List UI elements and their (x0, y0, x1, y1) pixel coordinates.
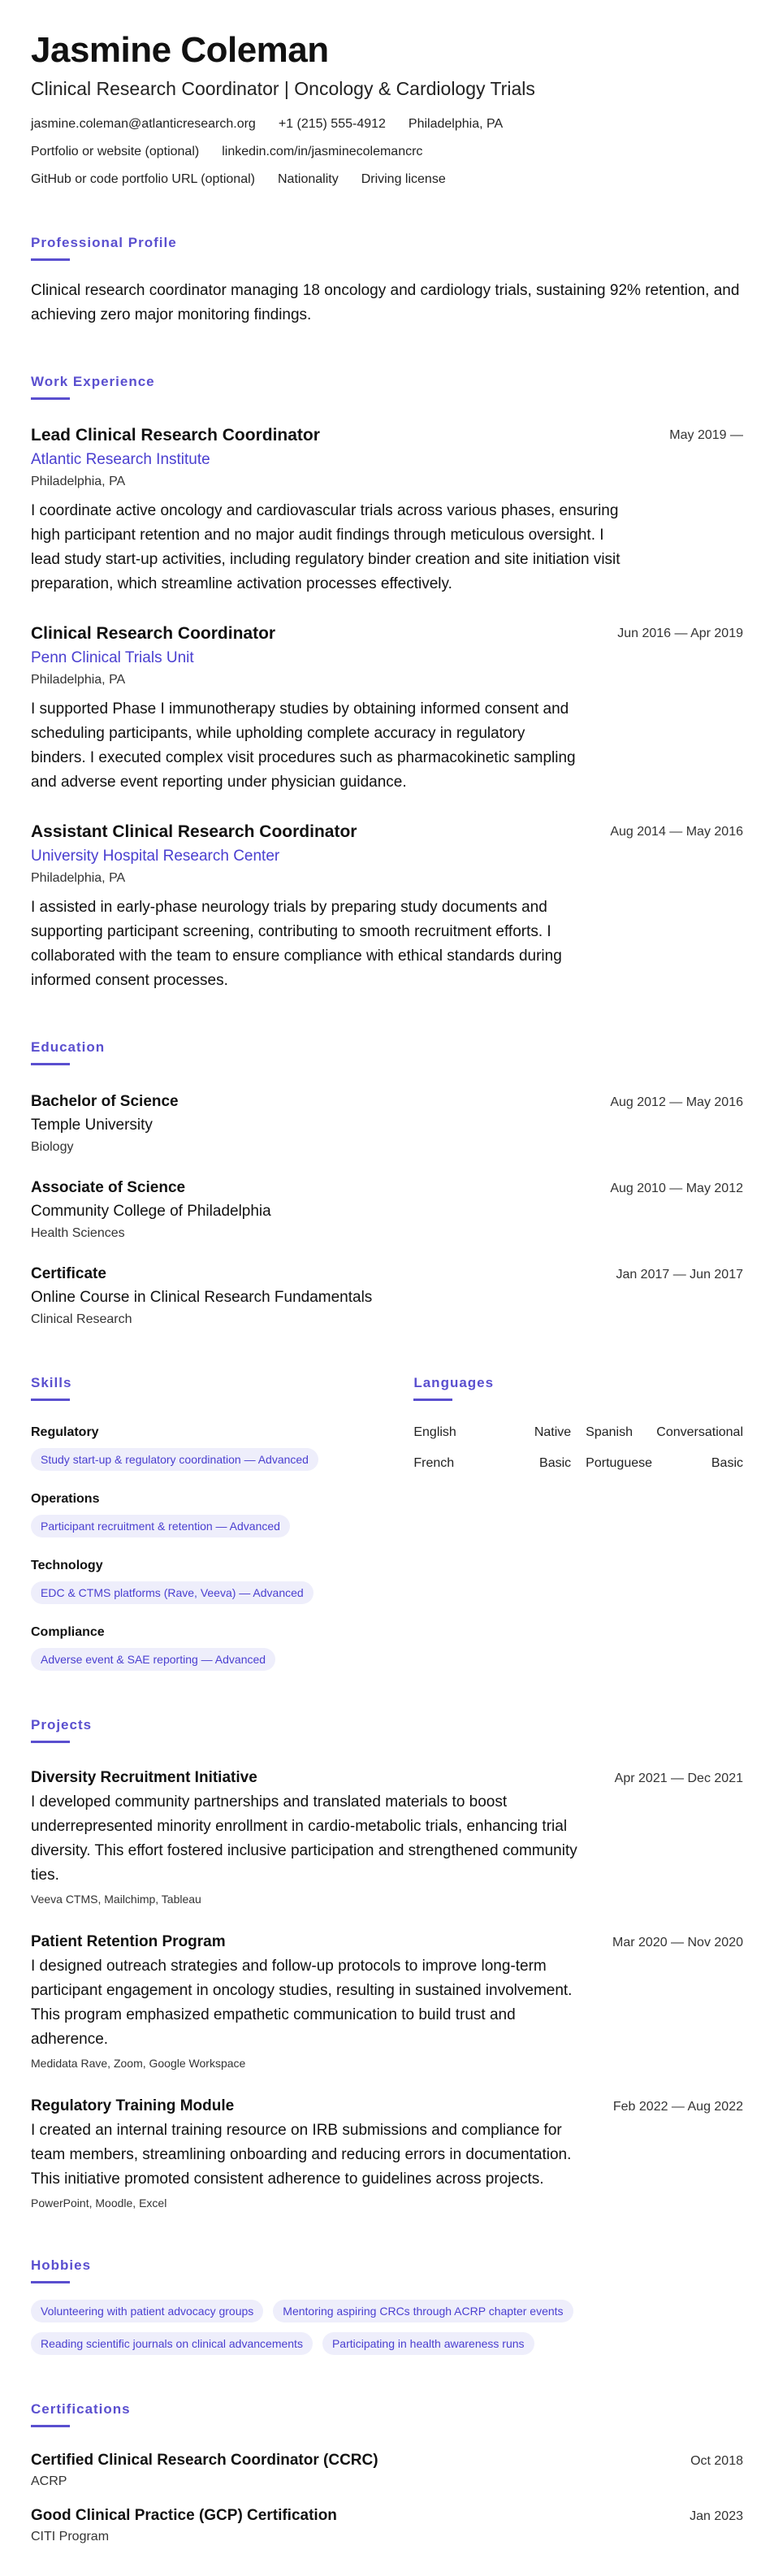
job-location: Philadelphia, PA (31, 475, 126, 488)
section-divider (31, 1063, 70, 1065)
job-organization: University Hospital Research Center (31, 848, 280, 865)
project-dates: Feb 2022 — Aug 2022 (612, 2100, 743, 2114)
skills-section (31, 1374, 348, 1671)
project-entry (31, 2096, 743, 2211)
job-organization: Atlantic Research Institute (31, 451, 210, 468)
skill-group (31, 1424, 348, 1471)
github-link[interactable]: GitHub or code portfolio URL (optional) (31, 172, 255, 186)
language-name: French (413, 1456, 455, 1470)
linkedin-link[interactable]: linkedin.com/in/jasminecolemancrc (222, 145, 423, 158)
language-level: Basic (711, 1456, 743, 1470)
job-entry (31, 622, 743, 795)
skill-tag: EDC & CTMS platforms (Rave, Veeva) — Advanced (31, 1581, 313, 1604)
education-field: Health Sciences (31, 1226, 125, 1240)
education-entry (31, 1177, 743, 1242)
job-dates: Aug 2014 — May 2016 (610, 825, 743, 839)
education-school: Online Course in Clinical Research Fundamentals (31, 1289, 373, 1306)
skill-tag: Study start-up & regulatory coordination — Advanced (31, 1448, 318, 1471)
hobby-list (31, 2300, 729, 2355)
job-title: Clinical Research Coordinator (31, 624, 276, 643)
language-item (586, 1424, 743, 1442)
certification-entry (31, 2505, 743, 2546)
education-degree: Associate of Science (31, 1179, 186, 1196)
section-divider (31, 397, 70, 400)
education-section (31, 1039, 743, 1329)
project-title: Patient Retention Program (31, 1933, 226, 1950)
project-description: I designed outreach strategies and follow-up protocols to improve long-term participant engagement in oncology studies, resulting in sustained involvement. This program emphasized empathetic communication to build trust and adherence. (31, 1958, 573, 2048)
certification-entry (31, 2450, 743, 2491)
section-title: Skills (31, 1375, 72, 1390)
job-description: I supported Phase I immunotherapy studies by obtaining informed consent and scheduling participants, while upholding complete accuracy in regulatory binders. I executed complex visit procedures such as pharmacokinetic sampling and adverse event reporting under physician guidance. (31, 700, 576, 791)
section-title: Education (31, 1039, 106, 1055)
email-link[interactable]: jasmine.coleman@atlanticresearch.org (31, 117, 256, 131)
language-name: Spanish (586, 1425, 633, 1439)
language-name: Portuguese (586, 1456, 653, 1470)
certifications-section (31, 2400, 743, 2546)
phone-number[interactable]: +1 (215) 555-4912 (278, 117, 386, 131)
section-divider (31, 1741, 70, 1743)
language-list (413, 1424, 743, 1472)
section-title: Languages (413, 1375, 495, 1390)
job-organization: Penn Clinical Trials Unit (31, 649, 194, 666)
section-divider (31, 2281, 70, 2283)
section-divider (31, 258, 70, 261)
languages-section (413, 1374, 743, 1671)
project-title: Diversity Recruitment Initiative (31, 1769, 257, 1786)
project-dates: Apr 2021 — Dec 2021 (614, 1772, 743, 1785)
section-title: Projects (31, 1717, 93, 1733)
education-degree: Certificate (31, 1265, 106, 1282)
section-divider (31, 2425, 70, 2427)
skill-tag: Participant recruitment & retention — Advanced (31, 1515, 290, 1537)
job-location: Philadelphia, PA (31, 871, 126, 885)
project-entry (31, 1767, 743, 1907)
job-entry (31, 424, 743, 596)
education-field: Clinical Research (31, 1312, 132, 1326)
language-name: English (413, 1425, 456, 1439)
skill-tag: Adverse event & SAE reporting — Advanced (31, 1648, 275, 1671)
skill-group (31, 1557, 348, 1604)
nationality-text: Nationality (277, 172, 339, 186)
project-tools: PowerPoint, Moodle, Excel (31, 2197, 167, 2210)
certification-date: Oct 2018 (690, 2454, 743, 2468)
candidate-headline: Clinical Research Coordinator | Oncology & Cardiology Trials (31, 78, 535, 99)
contact-row (31, 115, 743, 133)
work-section (31, 373, 743, 993)
section-title: Hobbies (31, 2257, 92, 2273)
job-location: Philadelphia, PA (31, 673, 126, 687)
section-divider (413, 1399, 452, 1401)
profile-summary: Clinical research coordinator managing 18 oncology and cardiology trials, sustaining 92% retention, and achieving zero major monitoring findings. (31, 282, 740, 323)
section-title: Professional Profile (31, 235, 177, 250)
license-text: Driving license (361, 172, 446, 186)
website-link[interactable]: Portfolio or website (optional) (31, 145, 200, 158)
project-description: I developed community partnerships and translated materials to boost underrepresented minority enrollment in cardio-metabolic trials, enhancing trial diversity. This effort fostered inclusive participation and strengthened community ties. (31, 1793, 577, 1884)
skill-category: Technology (31, 1559, 103, 1572)
certification-name: Certified Clinical Research Coordinator (CCRC) (31, 2452, 378, 2469)
project-entry (31, 1932, 743, 2071)
education-entry (31, 1091, 743, 1156)
hobby-tag: Participating in health awareness runs (322, 2332, 534, 2355)
education-dates: Aug 2012 — May 2016 (610, 1095, 743, 1109)
language-level: Basic (539, 1456, 572, 1470)
skill-group (31, 1624, 348, 1671)
project-title: Regulatory Training Module (31, 2097, 235, 2114)
project-description: I created an internal training resource on IRB submissions and compliance for team members, streamlining onboarding and reducing errors in documentation. This initiative promoted consistent adherence to guidelines across projects. (31, 2122, 572, 2188)
language-item (413, 1424, 571, 1442)
skill-category: Compliance (31, 1625, 105, 1639)
education-dates: Aug 2010 — May 2012 (610, 1182, 743, 1195)
section-title: Certifications (31, 2401, 131, 2417)
language-item (413, 1455, 571, 1472)
job-description: I coordinate active oncology and cardiovascular trials across various phases, ensuring high participant retention and no major audit findings through meticulous oversight. I lead study start-up activities, including regulatory binder creation and site initiation visit preparation, which streamline activation processes effectively. (31, 502, 620, 592)
hobby-tag: Mentoring aspiring CRCs through ACRP chapter events (273, 2300, 573, 2322)
skills-languages-row (31, 1374, 743, 1671)
profile-section (31, 234, 743, 327)
language-level: Native (534, 1425, 572, 1439)
projects-section (31, 1716, 743, 2211)
education-field: Biology (31, 1140, 74, 1154)
job-dates: Jun 2016 — Apr 2019 (617, 627, 743, 640)
certification-name: Good Clinical Practice (GCP) Certification (31, 2507, 337, 2524)
hobby-tag: Volunteering with patient advocacy groups (31, 2300, 263, 2322)
job-description: I assisted in early-phase neurology trials by preparing study documents and supporting participant screening, contributing to smooth recruitment efforts. I collaborated with the team to ensure compliance with ethical standards during informed consent processes. (31, 899, 562, 989)
location-text: Philadelphia, PA (408, 117, 504, 131)
project-dates: Mar 2020 — Nov 2020 (612, 1936, 743, 1949)
hobbies-section (31, 2257, 743, 2355)
job-title: Assistant Clinical Research Coordinator (31, 822, 357, 841)
skill-group (31, 1490, 348, 1537)
education-entry (31, 1264, 743, 1329)
contact-row (31, 171, 743, 189)
section-title: Work Experience (31, 374, 155, 389)
section-divider (31, 1399, 70, 1401)
project-tools: Medidata Rave, Zoom, Google Workspace (31, 2057, 246, 2070)
job-dates: May 2019 — (669, 428, 743, 442)
resume-header (31, 29, 743, 189)
education-dates: Jan 2017 — Jun 2017 (616, 1268, 743, 1281)
language-item (586, 1455, 743, 1472)
hobby-tag: Reading scientific journals on clinical advancements (31, 2332, 313, 2355)
education-degree: Bachelor of Science (31, 1093, 179, 1110)
candidate-name: Jasmine Coleman (31, 30, 329, 70)
project-tools: Veeva CTMS, Mailchimp, Tableau (31, 1893, 201, 1906)
job-entry (31, 821, 743, 993)
education-school: Temple University (31, 1117, 153, 1134)
certification-issuer: CITI Program (31, 2530, 110, 2543)
skill-category: Operations (31, 1492, 100, 1506)
job-title: Lead Clinical Research Coordinator (31, 426, 320, 445)
language-level: Conversational (656, 1425, 743, 1439)
contact-row (31, 143, 743, 161)
skill-category: Regulatory (31, 1425, 99, 1439)
education-school: Community College of Philadelphia (31, 1203, 271, 1220)
certification-date: Jan 2023 (690, 2509, 743, 2523)
certification-issuer: ACRP (31, 2474, 67, 2488)
